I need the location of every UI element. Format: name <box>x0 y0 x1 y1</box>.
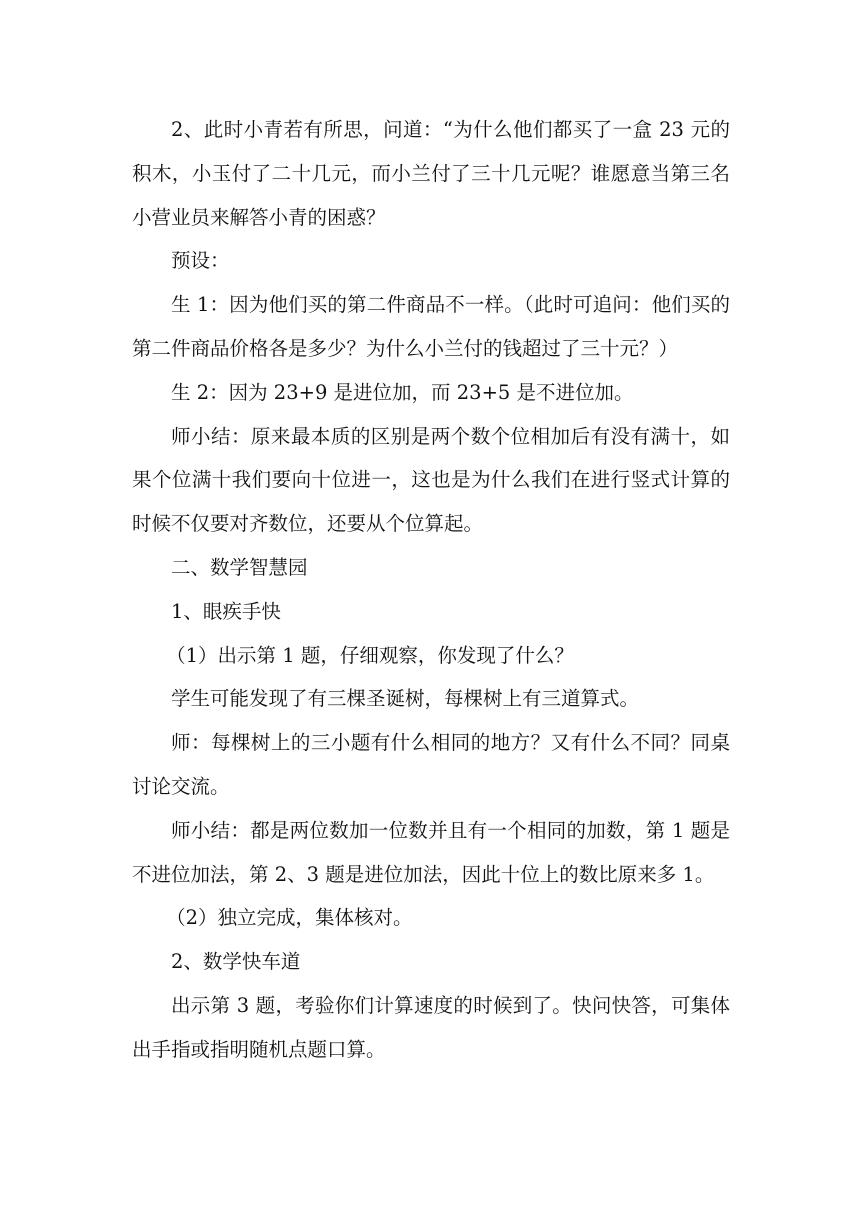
document-body <box>132 108 730 1072</box>
paragraph-teacher-question: 师：每棵树上的三小题有什么相同的地方？又有什么不同？同桌讨论交流。 <box>132 731 730 798</box>
subheading-math-express: 2、数学快车道 <box>171 950 301 974</box>
paragraph-task-1: （1）出示第 1 题，仔细观察，你发现了什么？ <box>166 643 574 667</box>
paragraph-student-1: 生 1：因为他们买的第二件商品不一样。（此时可追问：他们买的第二件商品价格各是多少？为什么小兰付的钱超过了三十元？） <box>132 293 730 360</box>
paragraph-student-discovery: 学生可能发现了有三棵圣诞树，每棵树上有三道算式。 <box>171 687 640 711</box>
subheading-quick-eye: 1、眼疾手快 <box>171 599 281 623</box>
paragraph-preset: 预设： <box>171 249 230 273</box>
paragraph-student-2: 生 2：因为 23+9 是进位加，而 23+5 是不进位加。 <box>171 380 634 404</box>
paragraph-task-2: （2）独立完成，集体核对。 <box>166 906 413 930</box>
paragraph-teacher-summary-1: 师小结：原来最本质的区别是两个数个位相加后有没有满十，如果个位满十我们要向十位进一，这也是为什么我们在进行竖式计算的时候不仅要对齐数位，还要从个位算起。 <box>132 424 730 536</box>
paragraph-teacher-summary-2: 师小结：都是两位数加一位数并且有一个相同的加数，第 1 题是不进位加法，第 2、3 题是进位加法，因此十位上的数比原来多 1。 <box>132 818 730 886</box>
section-heading-math-garden: 二、数学智慧园 <box>171 555 308 579</box>
paragraph-question: 2、此时小青若有所思，问道：“为什么他们都买了一盒 23 元的积木，小玉付了二十几元，而小兰付了三十几元呢？谁愿意当第三名小营业员来解答小青的困惑？ <box>132 118 730 229</box>
paragraph-task-3: 出示第 3 题，考验你们计算速度的时候到了。快问快答，可集体出手指或指明随机点题口算。 <box>132 993 730 1061</box>
